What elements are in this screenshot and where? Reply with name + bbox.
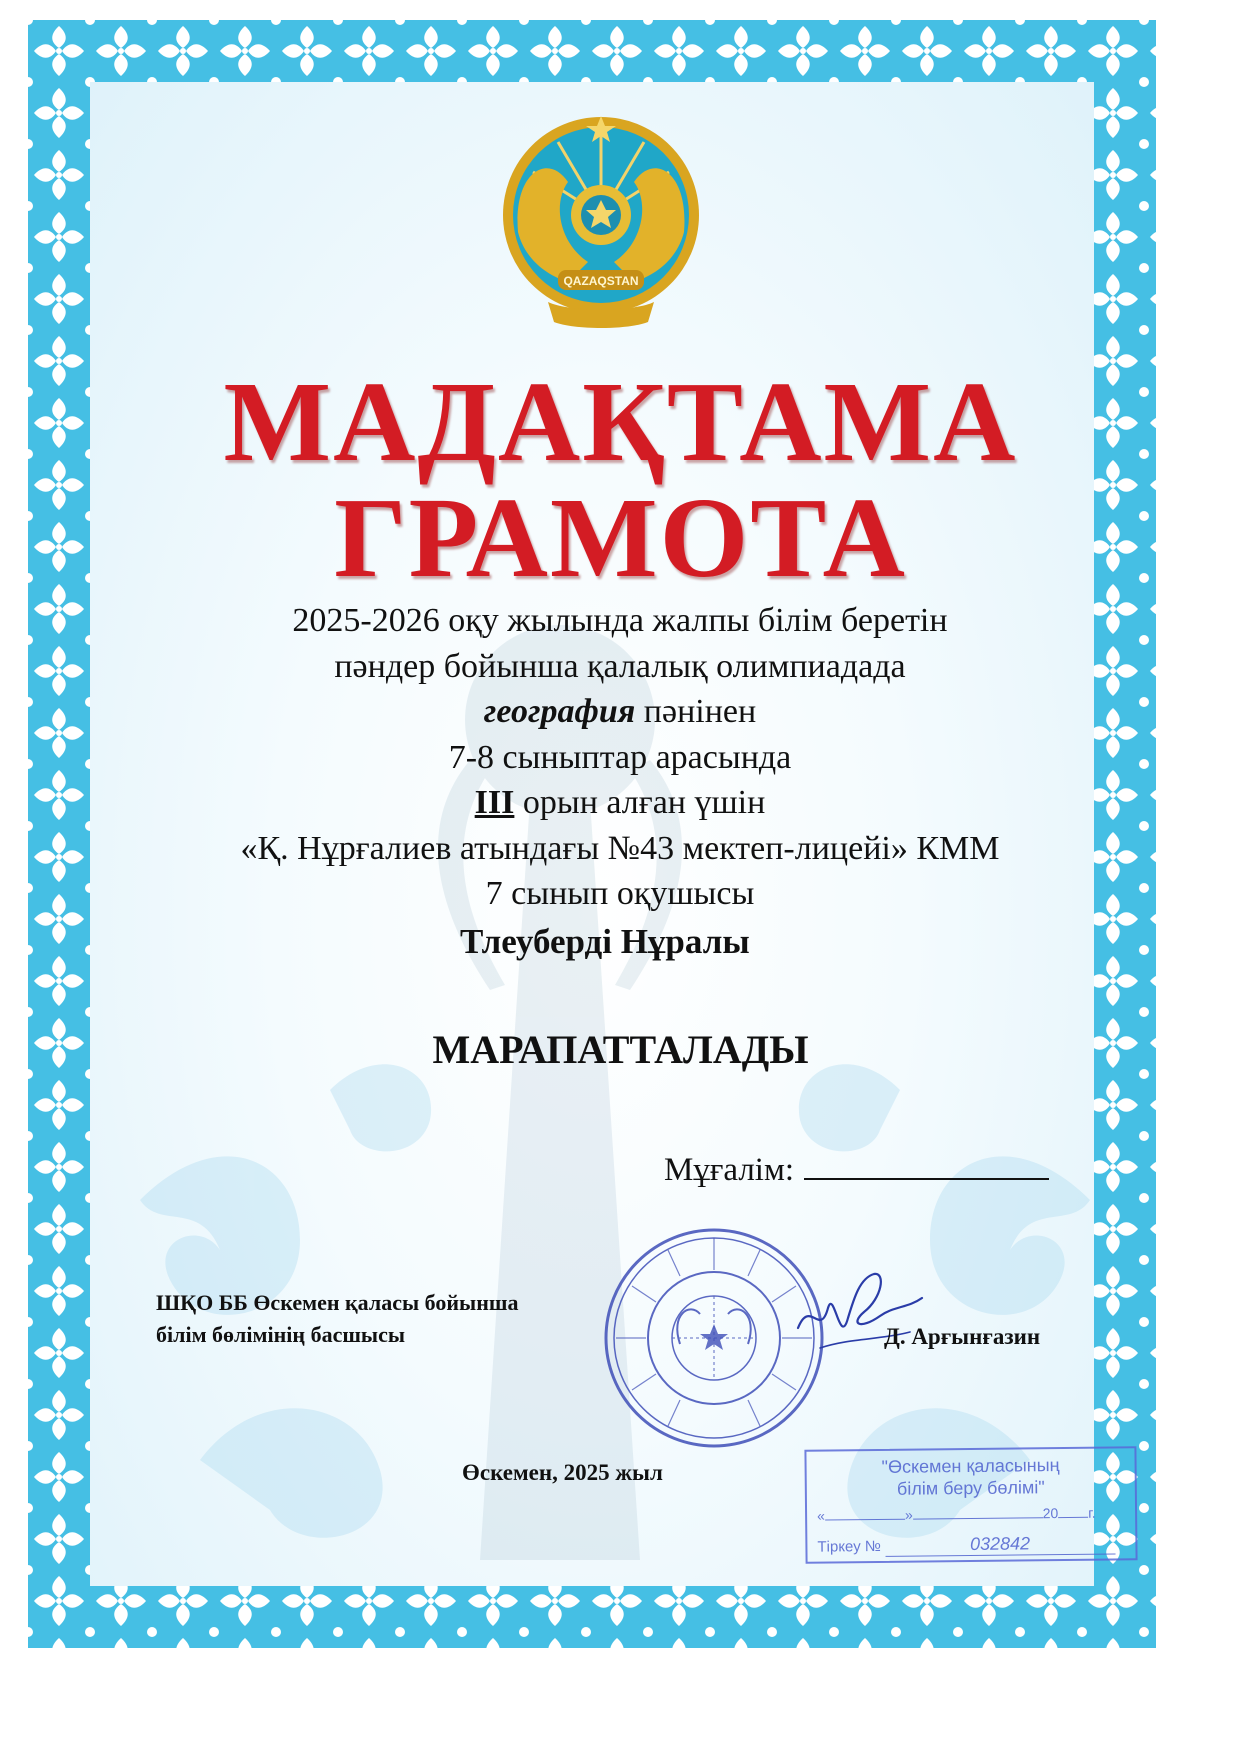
place-and-date: Өскемен, 2025 жыл (462, 1460, 663, 1485)
award-text (130, 598, 1110, 917)
awarded-heading: МАРАПАТТАЛАДЫ (432, 1027, 809, 1072)
reg-year-suffix: г. (1088, 1504, 1096, 1521)
award-line-2: пәндер бойынша қалалық олимпиадада (334, 647, 906, 685)
title-russian: ГРАМОТА (334, 474, 907, 601)
reg-number: 032842 (885, 1532, 1115, 1556)
reg-number-label: Тіркеу № (817, 1537, 882, 1556)
reg-stamp-date (817, 1505, 1096, 1524)
subject-name: география (483, 693, 636, 730)
signer-name: Д. Арғынғазин (884, 1324, 1041, 1349)
reg-stamp-number-row (817, 1532, 1115, 1557)
teacher-label: Мұғалім: (664, 1152, 795, 1188)
title-kazakh: МАДАҚТАМА (223, 358, 1018, 485)
award-line-class: 7 сынып оқушысы (485, 875, 755, 912)
award-line-place (130, 780, 1110, 826)
place-number: III (474, 784, 515, 821)
reg-quote-open: « (817, 1507, 825, 1524)
student-name: Тлеуберді Нұралы (460, 922, 750, 961)
reg-stamp-line-2: білім беру бөлімі" (896, 1477, 1045, 1499)
reg-quote-close: » (904, 1506, 913, 1523)
award-line-subject (130, 689, 1110, 735)
place-suffix: орын алған үшін (514, 784, 766, 821)
head-title-line-2: білім бөлімінің басшысы (156, 1322, 406, 1347)
kazakhstan-emblem-icon (498, 112, 704, 332)
award-line-school: «Қ. Нұрғалиев атындағы №43 мектеп-лицейі» КММ (240, 829, 1000, 867)
award-line-grades: 7-8 сыныптар арасында (448, 738, 792, 776)
emblem-logo-text: QAZAQSTAN (563, 274, 639, 288)
reg-stamp-line-1: "Өскемен қаласының (881, 1455, 1060, 1477)
teacher-signature-line (804, 1148, 1049, 1180)
reg-day-blank (825, 1519, 905, 1521)
reg-month-blank (913, 1517, 1043, 1519)
teacher-signature-field (664, 1148, 1049, 1189)
reg-year-blank (1058, 1517, 1088, 1518)
registration-stamp (804, 1446, 1137, 1563)
head-title-line-1: ШҚО ББ Өскемен қаласы бойынша (156, 1290, 519, 1315)
subject-suffix: пәнінен (635, 693, 757, 730)
reg-year-prefix: 20 (1042, 1505, 1059, 1522)
award-line-1: 2025-2026 оқу жылында жалпы білім беретін (292, 602, 948, 639)
